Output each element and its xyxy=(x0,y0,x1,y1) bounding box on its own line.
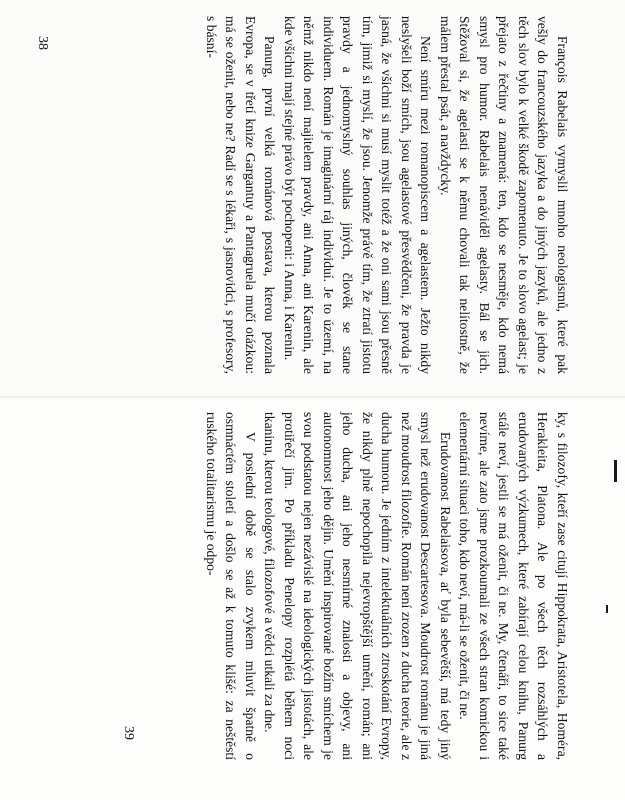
left-paragraph-3: Panurg, první velká románová postava, kterou poznala Evropa, se v třetí knize Gargantuy a Pantagruela mučí otázkou: má se oženit, nebo ne? Radí se s lékaři, s jasnovidci, s profesory, s básní- xyxy=(204,16,278,374)
right-page xyxy=(0,400,625,800)
left-page-text xyxy=(202,16,573,374)
right-page-folio: 39 xyxy=(121,726,136,740)
right-paragraph-1: ky, s filozofy, kteří zase citují Hippokrata, Aristotela, Homéra, Herakleita, Platona. Ale po všech těch rozsáhlých a erudovaných výzkumech, které zabírají celou knihu, Panurg stále neví, jestli se má oženit, či ne. My, čtenáři, to sice také nevíme, ale zato jsme prozkoumali ze všech stran komickou i elementární situaci toho, kdo neví, má-li se oženit, či ne. xyxy=(457,412,570,760)
left-page-folio: 38 xyxy=(35,36,50,50)
scan-edge-mark xyxy=(614,460,617,482)
scan-edge-mark xyxy=(606,605,608,613)
right-paragraph-2: Erudovanost Rabelaisova, ať byla sebevětší, má tedy jiný smysl než erudovanost Descartesova. Moudrost románu je jiná než moudrost filozofie. Román není zrozen z ducha teorie, ale z ducha humoru. Je jedním z intelektuálních ztroskotání Evropy, že nikdy plně nepochopila nejevropštější umění, román; ani jeho ducha, ani jeho nesmírné znalosti a objevy, ani autonomnost jeho dějin. Umění inspirované božím smíchem je svou podstatou nejen nezávislé na ideologických jistotách, ale protiřečí jim. Po příkladu Penelopy rozplétá během noci tkaninu, kterou teologové, filozofové a vědci utkali za dne. xyxy=(262,412,453,760)
right-page-text xyxy=(202,412,573,760)
left-paragraph-2: Není smíru mezi romanopiscem a agelastem. Ježto nikdy neslyšeli boží smích, jsou agelastové přesvědčeni, že pravda je jasná, že všichni si musí myslit totéž a že oni sami jsou přesně tím, jimiž si myslí, že jsou. Jenomže právě tím, že ztratí jistotu pravdy a jednomyslný souhlas jiných, člověk se stane individuem. Román je imaginární ráj individuí. Je to území, na němž nikdo není majitelem pravdy, ani Anna, ani Karenin, ale kde všichni mají stejné právo být pochopeni: i Anna, i Karenin. xyxy=(282,16,434,374)
left-paragraph-1: François Rabelais vymyslil mnoho neologismů, které pak vešly do francouzského jazyka a do jiných jazyků, ale jedno z těch slov bylo k velké škodě zapomenuto. Je to slovo agelast; je přejato z řečtiny a znamená: ten, kdo se nesměje, kdo nemá smysl pro humor. Rabelais nenáviděl agelasty. Bál se jich. Stěžoval si, že agelasti se k němu chovali tak nelítostně, že málem přestal psát, a navždycky. xyxy=(438,16,570,374)
right-paragraph-3: V poslední době se stalo zvykem mluvit špatně o osmnáctém století a došlo se až k tomuto klišé: za neštěstí ruského totalitarismu je odpo- xyxy=(204,412,258,760)
